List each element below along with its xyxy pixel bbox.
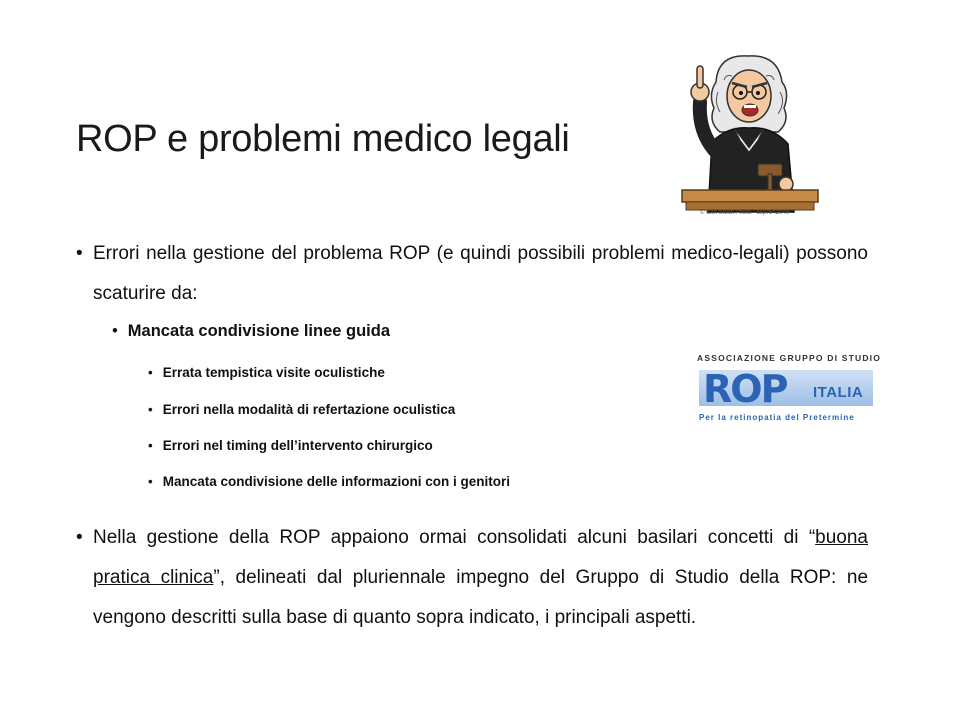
logo-tagline: Per la retinopatia del Pretermine <box>699 413 855 422</box>
bullet-errors-text: Errori nella gestione del problema ROP (e quindi possibili problemi medico-legali) possono scaturire da: <box>93 243 868 304</box>
list-item-text: Mancata condivisione delle informazioni con i genitori <box>162 474 511 489</box>
bullet-good-practice-text <box>76 518 868 638</box>
list-item-text: Errori nella modalità di refertazione oculistica <box>162 402 456 417</box>
judge-illustration <box>668 52 828 222</box>
list-item <box>148 438 433 453</box>
bullet-dot: • <box>148 438 153 453</box>
rop-italia-logo <box>697 353 882 428</box>
logo-italia-text: ITALIA <box>813 384 864 401</box>
bullet-good-practice <box>76 518 868 638</box>
logo-rop-text: ROP <box>703 367 787 411</box>
subbullet-guidelines <box>112 322 390 341</box>
bullet-dot: • <box>148 474 153 489</box>
list-item-text: Errata tempistica visite oculistiche <box>162 365 385 380</box>
bullet-dot: • <box>148 402 153 417</box>
bullet-dot: • <box>148 365 153 380</box>
subbullet-guidelines-text: Mancata condivisione linee guida <box>127 322 391 340</box>
good-practice-link[interactable]: buona pratica clinica <box>93 527 868 588</box>
bullet-dot: • <box>112 322 118 340</box>
list-item <box>148 474 510 489</box>
logo-association-text: ASSOCIAZIONE GRUPPO DI STUDIO <box>697 353 882 363</box>
image-credit: © Can Stock Photo - csp7542049 <box>700 210 790 216</box>
text-part: ”, delineati dal pluriennale impegno del Gruppo di Studio della ROP: ne vengono descritti sulla base di quanto sopra indicato, i principali aspetti. <box>93 567 869 628</box>
text-part: Nella gestione della ROP appaiono ormai consolidati alcuni basilari concetti di “ <box>93 527 816 548</box>
bullet-dot: • <box>76 527 83 548</box>
bullet-errors <box>76 234 868 314</box>
slide-title: ROP e problemi medico legali <box>76 118 570 160</box>
list-item <box>148 402 455 417</box>
bullet-dot: • <box>76 243 83 264</box>
list-item <box>148 365 385 380</box>
list-item-text: Errori nel timing dell’intervento chirurgico <box>162 438 433 453</box>
